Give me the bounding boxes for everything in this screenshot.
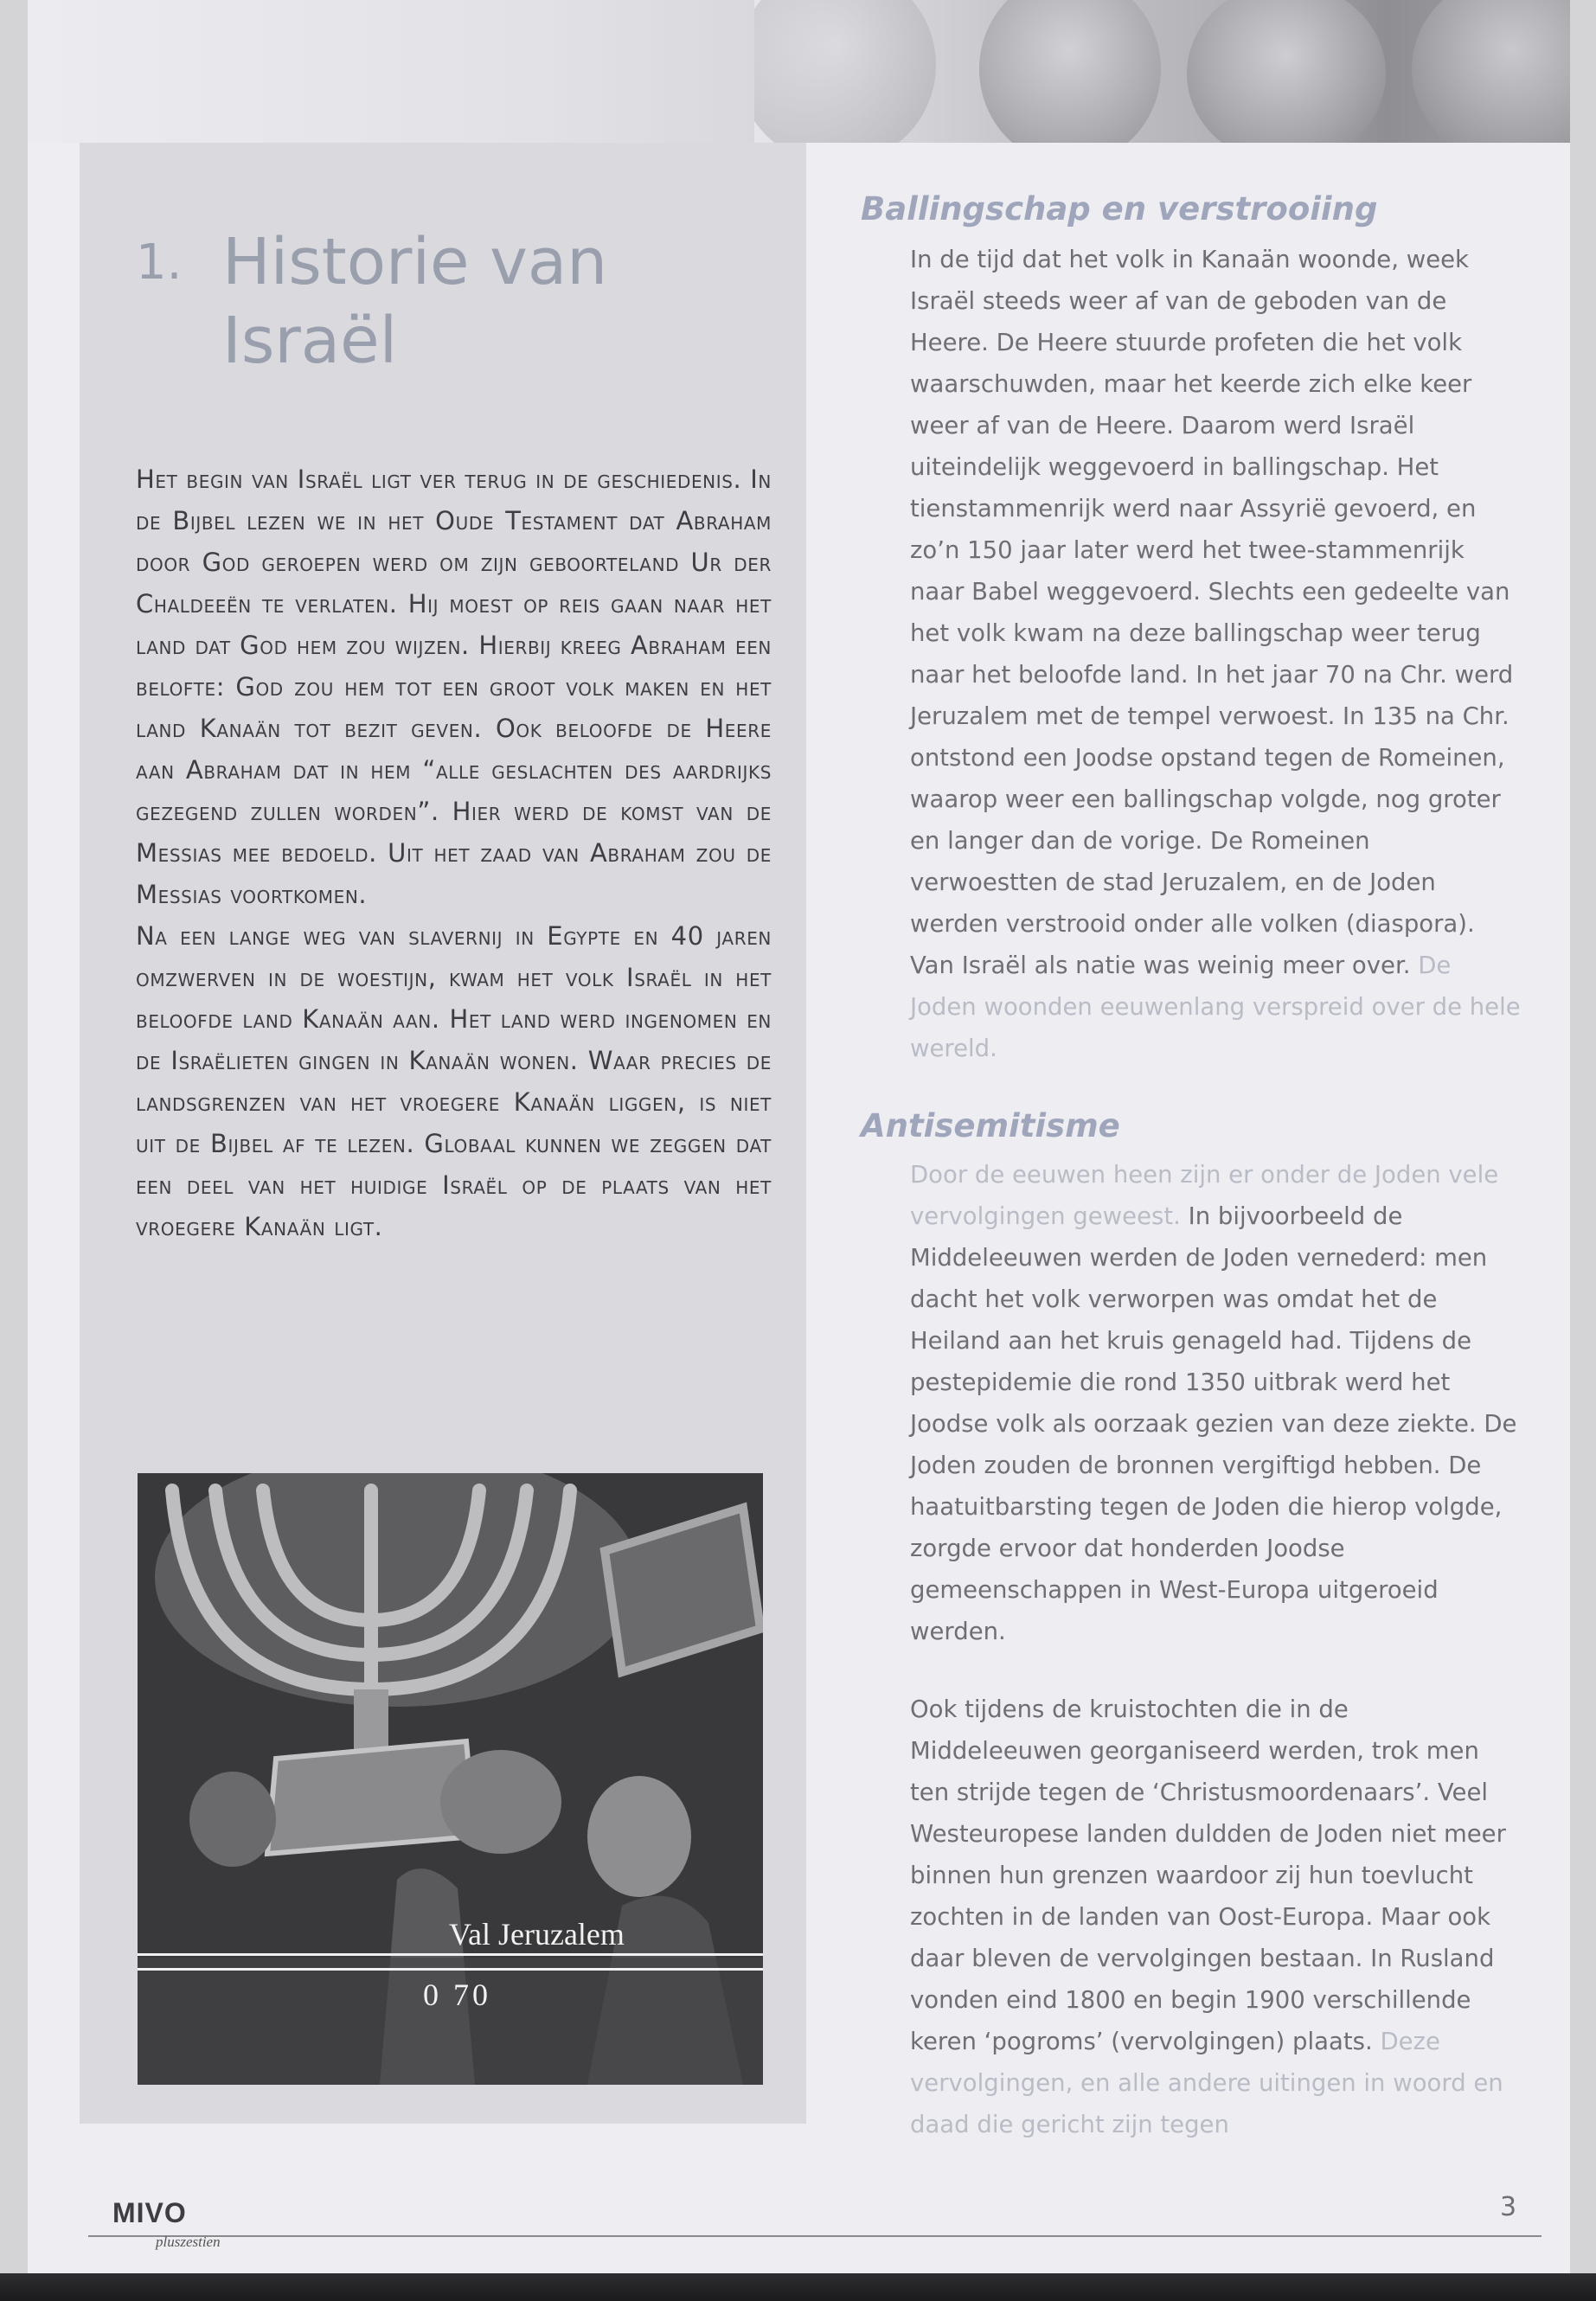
image-caption-numbers: 0 70 <box>423 1977 491 2012</box>
footer-logo: MIVO <box>112 2197 187 2228</box>
section-text-faint: Deze vervolgingen, en alle andere uitingen in woord en daad die gericht zijn tegen <box>910 2028 1503 2138</box>
scan-edge <box>0 2273 1596 2301</box>
timeline-line-lower <box>138 1968 763 1971</box>
chapter-title-line2: Israël <box>222 304 398 378</box>
page <box>28 0 1570 2273</box>
image-caption-label: Val Jeruzalem <box>449 1917 625 1952</box>
section-text: In bijvoorbeeld de Middeleeuwen werden de Joden vernederd: men dacht het volk verworpen was omdat het de Heiland aan het kruis genageld had. Tijdens de pestepidemie die rond 1350 uitbrak werd het Joodse volk als oorzaak gezien van deze ziekte. De Joden zouden de bronnen vergiftigd hebben. De haatuitbarsting tegen de Joden die hierop volgde, zorgde ervoor dat honderden Joodse gemeenschappen in West-Europa uitgeroeid werden. <box>910 1202 1517 1645</box>
section-text: In de tijd dat het volk in Kanaän woonde, week Israël steeds weer af van de geboden van de Heere. De Heere stuurde profeten die het volk waarschuwden, maar het keerde zich elke keer weer af van de Heere. Daarom werd Israël uiteindelijk weggevoerd in ballingschap. Het tienstammenrijk werd naar Assyrië gevoerd, en zo’n 150 jaar later werd het twee-stammenrijk naar Babel weggevoerd. Slechts een gedeelte van het volk kwam na deze ballingschap weer terug naar het beloofde land. In het jaar 70 na Chr. werd Jeruzalem met de tempel verwoest. In 135 na Chr. ontstond een Joodse opstand tegen de Romeinen, waarop weer een ballingschap volgde, nog groter en langer dan de vorige. De Romeinen verwoestten de stad Jeruzalem, en de Joden werden verstrooid onder alle volken (diaspora). Van Israël als natie was weinig meer over. <box>910 246 1514 979</box>
footer-logo-subtitle: pluszestien <box>156 2234 221 2250</box>
top-photo-banner <box>754 0 1570 143</box>
top-band <box>28 0 754 143</box>
chapter-title-line1: Historie van <box>222 225 608 299</box>
chapter-title <box>136 223 607 380</box>
section-text-ballingschap <box>910 239 1524 1069</box>
section-text-faint: De Joden woonden eeuwenlang verspreid over de hele wereld. <box>910 952 1521 1062</box>
section-heading-ballingschap: Ballingschap en verstrooiing <box>861 190 1378 228</box>
section-text: Ook tijdens de kruistochten die in de Middeleeuwen georganiseerd werden, trok men ten strijde tegen de ‘Christusmoordenaars’. Veel Westeuropese landen duldden de Joden niet meer binnen hun grenzen waardoor zij hun toevlucht zochten in de landen van Oost-Europa. Maar ook daar bleven de vervolgingen bestaan. In Rusland vonden eind 1800 en begin 1900 verschillende keren ‘pogroms’ (vervolgingen) plaats. <box>910 1695 1506 2055</box>
section-text-faint: Door de eeuwen heen zijn er onder de Joden vele vervolgingen geweest. <box>910 1161 1499 1230</box>
chapter-number: 1. <box>136 234 183 291</box>
menorah-image <box>138 1473 763 2085</box>
intro-paragraph: Het begin van Israël ligt ver terug in de geschiedenis. In de Bijbel lezen we in het Oude Testament dat Abraham door God geroepen werd om zijn geboorteland Ur der Chaldeeën te verlaten. Hij moest op reis gaan naar het land dat God hem zou wijzen. Hierbij kreeg Abraham een belofte: God zou hem tot een groot volk maken en het land Kanaän tot bezit geven. Ook beloofde de Heere aan Abraham dat in hem “alle geslachten des aardrijks gezegend zullen worden”. Hier werd de komst van de Messias mee bedoeld. Uit het zaad van Abraham zou de Messias voortkomen. <box>136 465 772 909</box>
page-number: 3 <box>1500 2192 1517 2222</box>
section-text-antisemitisme <box>910 1154 1524 1652</box>
section-text-kruistochten <box>910 1689 1524 2145</box>
footer-line <box>88 2235 1542 2237</box>
intro-paragraph: Na een lange weg van slavernij in Egypte en 40 jaren omzwerven in de woestijn, kwam het volk Israël in het beloofde land Kanaän aan. Het land werd ingenomen en de Israëlieten gingen in Kanaän wonen. Waar precies de landsgrenzen van het vroegere Kanaän liggen, is niet uit de Bijbel af te lezen. Globaal kunnen we zeggen dat een deel van het huidige Israël op de plaats van het vroegere Kanaän ligt. <box>136 921 772 1241</box>
section-heading-antisemitisme: Antisemitisme <box>861 1107 1120 1144</box>
timeline-line-upper <box>138 1953 763 1956</box>
intro-text <box>136 458 772 1247</box>
